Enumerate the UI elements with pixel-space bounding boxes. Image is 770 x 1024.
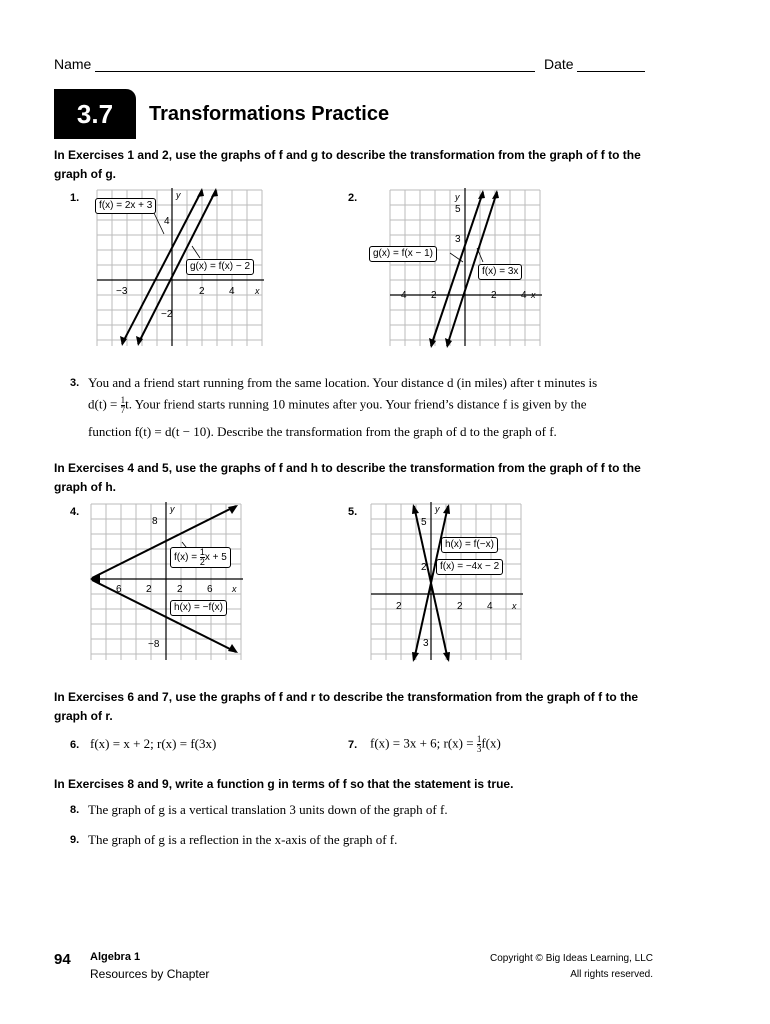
y-axis-label: y [176, 190, 181, 200]
exercise-8-number: 8. [70, 804, 80, 816]
tick-label: −8 [148, 639, 160, 650]
fraction: $\frac{1}{2}$ [199, 547, 205, 567]
exercise-5-h-label: h(x) = f(−x) [441, 537, 498, 553]
tick-label: 2 [431, 290, 437, 301]
tick-label: −2 [161, 309, 173, 320]
tick-label: 2 [177, 584, 183, 595]
line-f [431, 192, 483, 346]
exercise-6-number: 6. [70, 739, 80, 751]
exercise-7-text: f(x) = 3x + 6; r(x) = $\frac{1}{3}$ f(x) [370, 734, 501, 754]
exercise-5-number: 5. [348, 506, 358, 518]
tick-label: 2 [491, 290, 497, 301]
exercise-3-line2: d(t) = $\frac{1}{7}$ t. Your friend starts running 10 minutes after you. Your friend’s distance f is given by the [88, 395, 587, 415]
exercise-7-number: 7. [348, 739, 358, 751]
tick-label: 4 [487, 601, 493, 612]
exercise-3-line3: function f(t) = d(t − 10). Describe the transformation from the graph of d to the graph of f. [88, 424, 557, 439]
grid [371, 504, 521, 660]
fraction: $\frac{1}{3}$ [476, 734, 482, 754]
y-axis-label: y [170, 504, 175, 514]
tick-label: 3 [423, 638, 429, 649]
exercise-1-number: 1. [70, 192, 80, 204]
fraction: $\frac{1}{7}$ [120, 395, 126, 415]
instructions-ex6-7: In Exercises 6 and 7, use the graphs of f and r to describe the transformation from the graph of f to the graph of r. [54, 690, 639, 723]
date-label: Date [544, 56, 645, 72]
y-axis-label: y [455, 192, 460, 202]
exercise-6-text: f(x) = x + 2; r(x) = f(3x) [90, 736, 217, 751]
exercise-4-graph [86, 500, 251, 665]
section-number: 3.7 [76, 99, 114, 129]
tick-label: 2 [146, 584, 152, 595]
tick-label: 6 [116, 584, 122, 595]
exercise-1-f-label: f(x) = 2x + 3 [95, 198, 156, 214]
copyright: Copyright © Big Ideas Learning, LLC [489, 953, 653, 964]
arrowhead [197, 188, 204, 197]
arrowhead [211, 188, 218, 197]
rights: All rights reserved. [570, 969, 653, 980]
exercise-8-text: The graph of g is a vertical translation 3 units down of the graph of f. [88, 802, 448, 817]
arrowhead [478, 190, 485, 199]
exercise-2-f-label: f(x) = 3x [478, 264, 522, 280]
tick-label: 2 [457, 601, 463, 612]
callout-pointer [154, 213, 164, 234]
book-subtitle: Resources by Chapter [90, 967, 210, 981]
book-title: Algebra 1 [90, 951, 141, 963]
instructions-ex4-5: In Exercises 4 and 5, use the graphs of f and h to describe the transformation from the graph of f to the graph of h. [54, 461, 641, 494]
tick-label: 5 [455, 204, 461, 215]
exercise-4-number: 4. [70, 506, 80, 518]
arrowhead [228, 505, 238, 514]
tick-label: 4 [521, 290, 527, 301]
instructions-ex8-9: In Exercises 8 and 9, write a function g in terms of f so that the statement is true. [54, 777, 514, 791]
tick-label: 5 [421, 517, 427, 528]
tick-label: 6 [207, 584, 213, 595]
date-line[interactable] [577, 57, 645, 72]
exercise-3-line1: You and a friend start running from the same location. Your distance d (in miles) after t minutes is [88, 375, 598, 390]
tick-label: 4 [229, 286, 235, 297]
x-axis-label: x [255, 286, 260, 296]
x-axis-label: x [512, 601, 517, 611]
x-axis-label: x [531, 290, 536, 300]
exercise-1-g-label: g(x) = f(x) − 2 [186, 259, 254, 275]
tick-label: −3 [116, 286, 128, 297]
exercise-9-text: The graph of g is a reflection in the x-axis of the graph of f. [88, 832, 398, 847]
exercise-4-f-label: f(x) = $\frac{1}{2}$ x + 5 [170, 547, 231, 568]
tick-label: 4 [401, 290, 407, 301]
page-number: 94 [54, 951, 71, 968]
tick-label: 2 [199, 286, 205, 297]
arrowhead [443, 652, 450, 662]
x-axis-label: x [232, 584, 237, 594]
page-title: Transformations Practice [149, 103, 390, 125]
name-line[interactable] [95, 57, 535, 72]
exercise-3-number: 3. [70, 377, 80, 389]
tick-label: 4 [164, 216, 170, 227]
y-axis-label: y [435, 504, 440, 514]
exercise-5-graph [366, 500, 526, 665]
arrowhead [228, 644, 238, 653]
tick-label: 2 [396, 601, 402, 612]
tick-label: 2 [421, 562, 427, 573]
tick-label: 8 [152, 516, 158, 527]
line-h [92, 580, 236, 652]
exercise-2-number: 2. [348, 192, 358, 204]
exercise-4-h-label: h(x) = −f(x) [170, 600, 227, 616]
tick-label: 3 [455, 234, 461, 245]
exercise-5-f-label: f(x) = −4x − 2 [436, 559, 503, 575]
callout-pointer [192, 246, 200, 258]
exercise-2-g-label: g(x) = f(x − 1) [369, 246, 437, 262]
name-label: Name [54, 56, 535, 72]
section-badge [54, 89, 136, 139]
instructions-ex1-2: In Exercises 1 and 2, use the graphs of f and g to describe the transformation from the graph of f to the graph of g. [54, 148, 641, 181]
exercise-9-number: 9. [70, 834, 80, 846]
arrowhead [412, 652, 419, 662]
